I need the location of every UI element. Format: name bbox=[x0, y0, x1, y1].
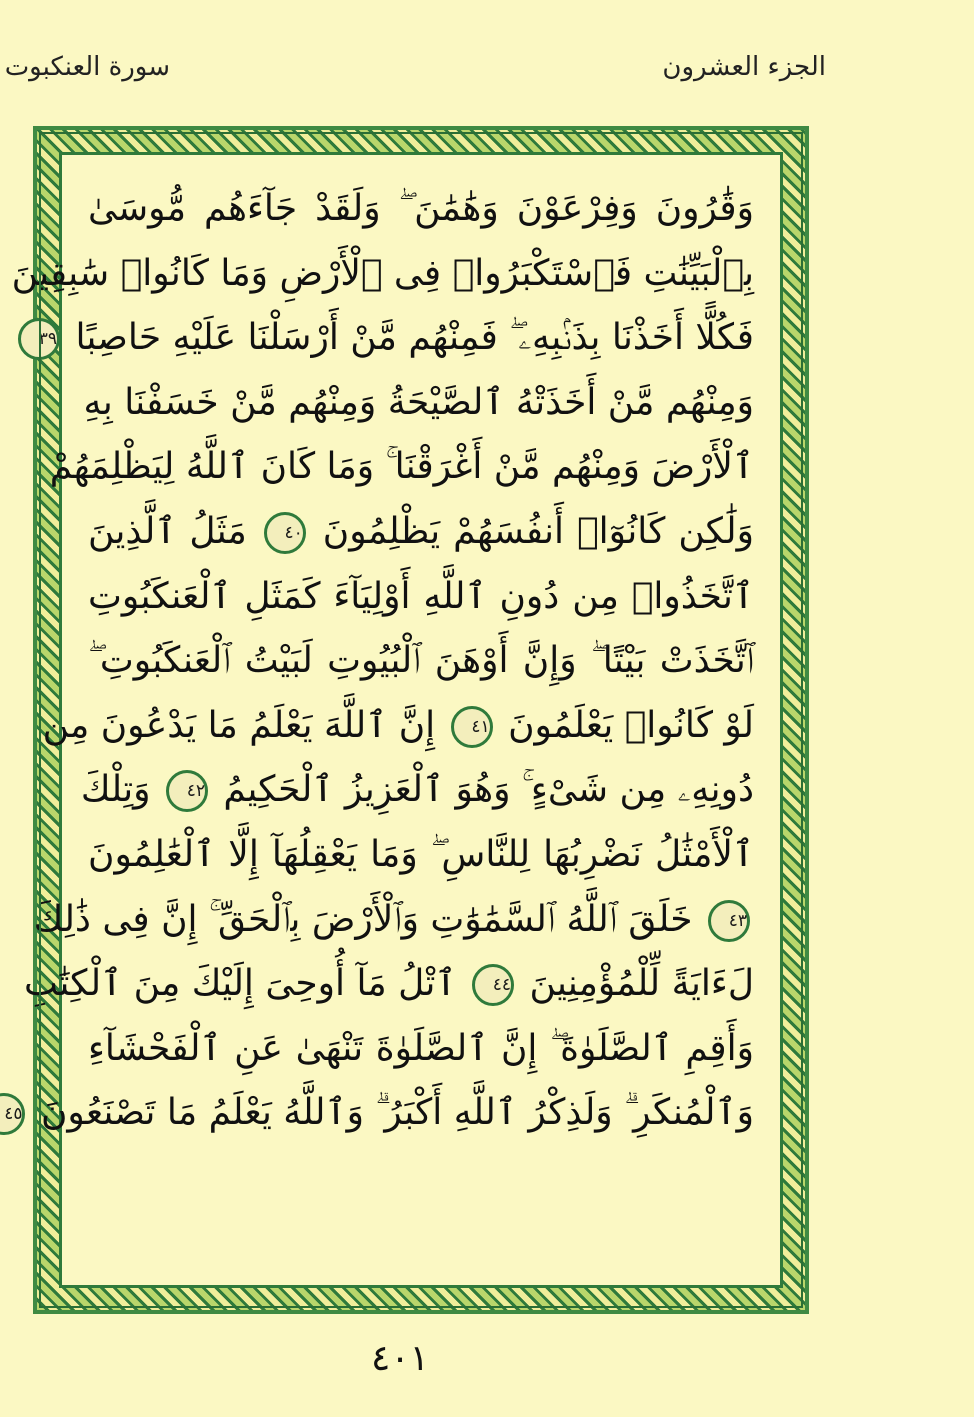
line-text: مَثَلُ ٱلَّذِينَ bbox=[88, 510, 247, 552]
line-text: وَمِنْهُم مَّنْ أَخَذَتْهُ ٱلصَّيْحَةُ وَمِنْهُم مَّنْ خَسَفْنَا بِهِ bbox=[83, 381, 754, 423]
text-line-1 bbox=[88, 177, 754, 242]
ayah-marker-44: ٤٤ bbox=[472, 964, 514, 1006]
line-text: ٱتَّخَذُوا۟ مِن دُونِ ٱللَّهِ أَوْلِيَآءَ كَمَثَلِ ٱلْعَنكَبُوتِ bbox=[88, 575, 754, 617]
text-line-4 bbox=[83, 371, 754, 436]
text-line-3 bbox=[38, 306, 754, 371]
text-line-10 bbox=[80, 758, 754, 823]
line-text: دُونِهِۦ مِن شَىْءٍ ۚ وَهُوَ ٱلْعَزِيزُ ٱلْحَكِيمُ bbox=[223, 769, 754, 811]
text-line-5 bbox=[49, 435, 754, 500]
line-text: إِنَّ ٱللَّهَ يَعْلَمُ مَا يَدْعُونَ مِن bbox=[42, 704, 436, 746]
ayah-marker-43: ٤٣ bbox=[708, 900, 750, 942]
line-text: ٱتْلُ مَآ أُوحِىَ إِلَيْكَ مِنَ ٱلْكِتَٰبِ bbox=[24, 963, 457, 1005]
line-text: ٱلْأَمْثَٰلُ نَضْرِبُهَا لِلنَّاسِ ۖ وَمَا يَعْقِلُهَآ إِلَّا ٱلْعَٰلِمُونَ bbox=[88, 833, 754, 875]
line-text: وَلَٰكِن كَانُوٓا۟ أَنفُسَهُمْ يَظْلِمُونَ bbox=[322, 510, 754, 552]
surah-header: سورة العنكبوت bbox=[4, 52, 170, 82]
ayah-marker-40: ٤٠ bbox=[264, 512, 306, 554]
text-line-8 bbox=[88, 629, 754, 694]
line-text: وَأَقِمِ ٱلصَّلَوٰةَ ۖ إِنَّ ٱلصَّلَوٰةَ تَنْهَىٰ عَنِ ٱلْفَحْشَآءِ bbox=[88, 1027, 754, 1069]
line-text: ٱلْأَرْضَ وَمِنْهُم مَّنْ أَغْرَقْنَا ۚ وَمَا كَانَ ٱللَّهُ لِيَظْلِمَهُمْ bbox=[49, 446, 754, 488]
line-text: ٱتَّخَذَتْ بَيْتًا ۖ وَإِنَّ أَوْهَنَ ٱلْبُيُوتِ لَبَيْتُ ٱلْعَنكَبُوتِ ۖ bbox=[88, 640, 754, 682]
page-number: ٤٠١ bbox=[370, 1338, 429, 1379]
text-line-15 bbox=[4, 1081, 754, 1146]
line-text: فَكُلًّا أَخَذْنَا بِذَنۢبِهِۦ ۖ فَمِنْهُم مَّنْ أَرْسَلْنَا عَلَيْهِ حَاصِبًا bbox=[75, 317, 754, 359]
line-text: وَقَٰرُونَ وَفِرْعَوْنَ وَهَٰمَٰنَ ۖ وَلَقَدْ جَآءَهُم مُّوسَىٰ bbox=[88, 188, 754, 229]
text-line-12 bbox=[33, 888, 754, 953]
line-text: لَوْ كَانُوا۟ يَعْلَمُونَ bbox=[508, 704, 754, 746]
ayah-marker-42: ٤٢ bbox=[166, 770, 208, 812]
text-line-2 bbox=[11, 242, 754, 307]
line-text: وَتِلْكَ bbox=[80, 769, 151, 811]
ayah-marker-39: ٣٩ bbox=[18, 318, 60, 360]
text-area bbox=[4, 152, 783, 1288]
ayah-marker-41: ٤١ bbox=[451, 706, 493, 748]
ayah-marker-45: ٤٥ bbox=[0, 1093, 25, 1135]
page-frame bbox=[4, 126, 809, 1314]
text-line-13 bbox=[24, 952, 754, 1017]
text-line-9 bbox=[42, 694, 754, 759]
line-text: وَٱلْمُنكَرِ ۗ وَلَذِكْرُ ٱللَّهِ أَكْبَرُ ۗ وَٱللَّهُ يَعْلَمُ مَا تَصْنَعُونَ bbox=[40, 1092, 754, 1134]
decorative-border bbox=[4, 130, 805, 1310]
text-line-11 bbox=[88, 823, 754, 888]
line-text: بِٱلْبَيِّنَٰتِ فَٱسْتَكْبَرُوا۟ فِى ٱلْأَرْضِ وَمَا كَانُوا۟ سَٰبِقِينَ bbox=[11, 252, 754, 294]
text-line-6 bbox=[88, 500, 754, 565]
line-text: لَءَايَةً لِّلْمُؤْمِنِينَ bbox=[529, 963, 754, 1005]
text-line-14 bbox=[88, 1017, 754, 1082]
juz-header: الجزء العشرون bbox=[662, 52, 826, 82]
text-line-7 bbox=[88, 565, 754, 630]
line-text: خَلَقَ ٱللَّهُ ٱلسَّمَٰوَٰتِ وَٱلْأَرْضَ بِٱلْحَقِّ ۚ إِنَّ فِى ذَٰلِكَ bbox=[33, 898, 693, 940]
